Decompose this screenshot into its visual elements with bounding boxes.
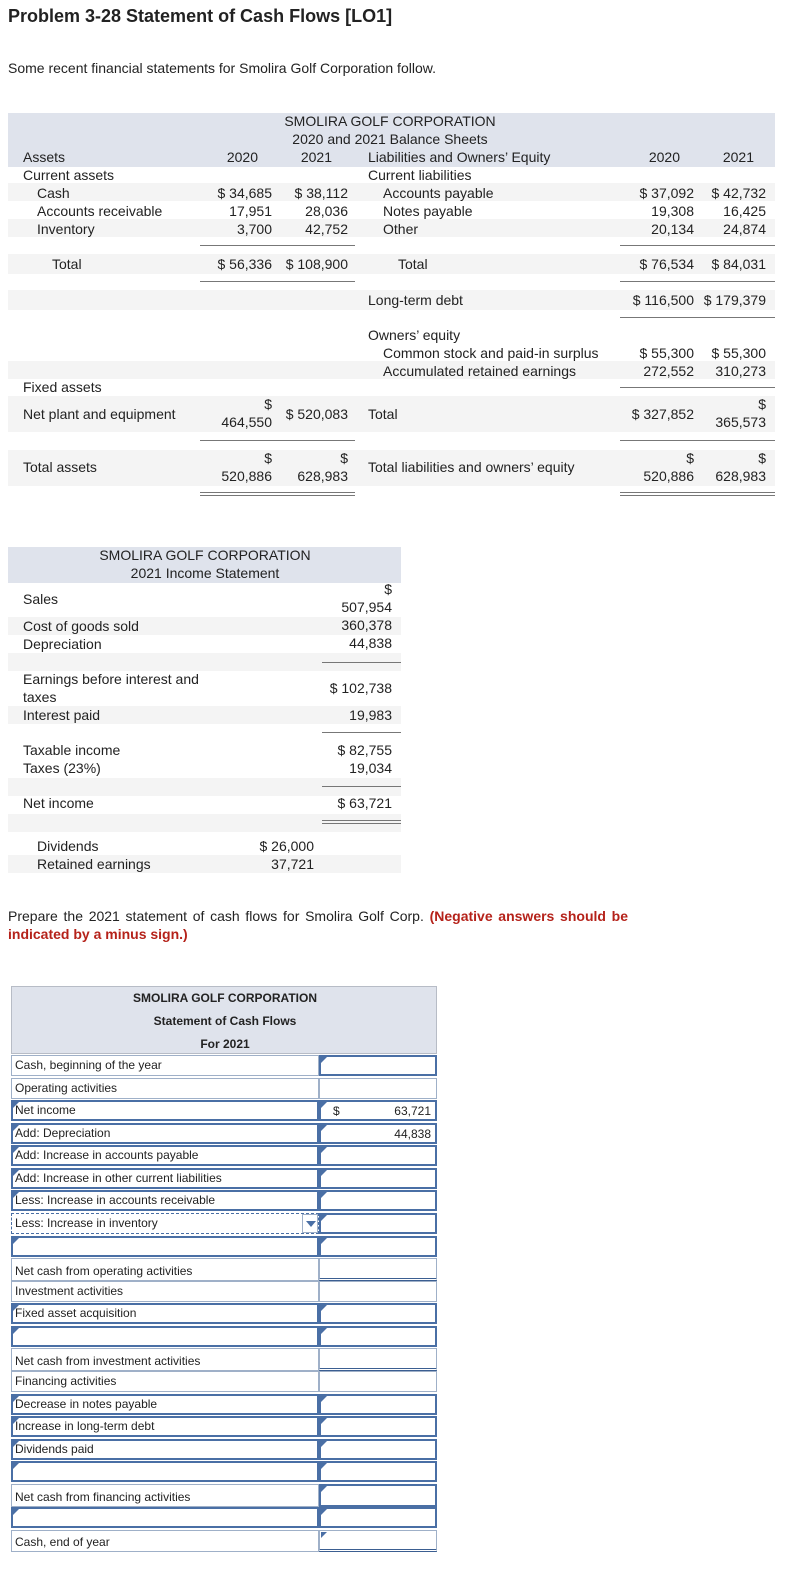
oe-total-2021-symbol: $ (758, 396, 766, 412)
sales-symbol: $ (384, 581, 392, 597)
is-retained-label: Retained earnings (37, 856, 151, 872)
cf-input-less-inventory[interactable] (319, 1213, 437, 1234)
cf-input-financing-blank[interactable] (319, 1461, 437, 1482)
inventory-2020: 3,700 (236, 221, 272, 237)
cf-label-net-income[interactable]: Net income (11, 1100, 319, 1121)
input-flag-icon (321, 1057, 327, 1063)
total-assets-2020: 520,886 (221, 468, 272, 484)
cl-total-2021: $ 84,031 (711, 256, 766, 272)
retained-label: Accumulated retained earnings (383, 363, 577, 379)
dep-label: Depreciation (23, 636, 102, 652)
cf-net-income-symbol: $ (333, 1104, 340, 1118)
chevron-down-icon[interactable] (302, 1214, 318, 1233)
cf-label-increase-ltd[interactable]: Increase in long-term debt (11, 1416, 319, 1437)
total-assets-2021: 628,983 (297, 468, 348, 484)
cf-label-investment-blank[interactable] (11, 1326, 319, 1347)
cf-input-add-depreciation[interactable] (319, 1123, 437, 1144)
np-label: Notes payable (383, 203, 473, 219)
taxable-label: Taxable income (23, 742, 121, 758)
cf-title: Statement of Cash Flows (153, 1014, 297, 1028)
ar-2021: 28,036 (305, 203, 348, 219)
cf-input-decrease-np[interactable] (319, 1394, 437, 1415)
common-2021: $ 55,300 (711, 345, 766, 361)
cf-input-operating-blank[interactable] (319, 1236, 437, 1257)
cf-label-decrease-np[interactable]: Decrease in notes payable (11, 1394, 319, 1415)
ebit-label-1: Earnings before interest and (23, 671, 199, 687)
interest-value: 19,983 (349, 707, 392, 723)
total-le-2020-symbol: $ (686, 450, 694, 466)
input-flag-icon (13, 1102, 19, 1108)
cf-input-dividends-paid[interactable] (319, 1439, 437, 1460)
liab-header: Liabilities and Owners’ Equity (368, 149, 551, 165)
cf-header (11, 986, 437, 1054)
npe-2020: 464,550 (221, 414, 272, 430)
net-income-value: $ 63,721 (337, 795, 392, 811)
np-2020: 19,308 (651, 203, 694, 219)
input-flag-icon (13, 1509, 19, 1515)
cf-input-net-financing[interactable] (319, 1484, 437, 1507)
taxes-value: 19,034 (349, 760, 392, 776)
cf-total-net-operating (319, 1258, 437, 1281)
inventory-2021: 42,752 (305, 221, 348, 237)
retained-2021: 310,273 (715, 363, 766, 379)
input-flag-icon (13, 1441, 19, 1447)
cogs-label: Cost of goods sold (23, 618, 139, 634)
cf-label-investment: Investment activities (11, 1281, 319, 1302)
cf-input-add-ocl[interactable] (319, 1168, 437, 1189)
ltd-label: Long-term debt (368, 292, 463, 308)
cf-label-add-depreciation[interactable]: Add: Depreciation (11, 1123, 319, 1144)
cf-label-operating: Operating activities (11, 1078, 319, 1099)
cf-input-net-income[interactable] (319, 1100, 437, 1121)
input-flag-icon (321, 1192, 327, 1198)
common-label: Common stock and paid-in surplus (383, 345, 599, 361)
dep-value: 44,838 (349, 635, 392, 651)
problem-intro: Some recent financial statements for Smolira Golf Corporation follow. (8, 60, 436, 76)
ar-label: Accounts receivable (37, 203, 163, 219)
cf-input-less-ar[interactable] (319, 1190, 437, 1211)
liab-year-2021: 2021 (722, 149, 754, 165)
input-flag-icon (13, 1463, 19, 1469)
retained-2020: 272,552 (643, 363, 694, 379)
ca-total-2021: $ 108,900 (285, 256, 348, 272)
cf-input-fixed-acquisition[interactable] (319, 1303, 437, 1324)
input-flag-icon (321, 1441, 327, 1447)
ap-2020: $ 37,092 (639, 185, 694, 201)
ca-total-label: Total (52, 256, 82, 272)
input-flag-icon (321, 1509, 327, 1515)
total-le-label: Total liabilities and owners’ equity (368, 459, 575, 475)
assets-year-2020: 2020 (226, 149, 258, 165)
bs-subtitle: 2020 and 2021 Balance Sheets (292, 131, 488, 147)
input-flag-icon (321, 1147, 327, 1153)
cf-label-dividends-paid[interactable]: Dividends paid (11, 1439, 319, 1460)
cf-total-cash-end (319, 1530, 437, 1552)
sales-label: Sales (23, 591, 59, 607)
input-flag-icon (321, 1215, 327, 1221)
ap-2021: $ 42,732 (711, 185, 766, 201)
current-liabilities-label: Current liabilities (368, 167, 472, 183)
other-2020: 20,134 (651, 221, 694, 237)
input-flag-icon (321, 1486, 327, 1492)
npe-label: Net plant and equipment (23, 406, 176, 422)
ebit-label-2: taxes (23, 689, 57, 705)
total-le-2021-symbol: $ (758, 450, 766, 466)
interest-label: Interest paid (23, 707, 101, 723)
input-flag-icon (13, 1396, 19, 1402)
input-flag-icon (321, 1463, 327, 1469)
other-2021: 24,874 (723, 221, 766, 237)
instructions-emphasis: (Negative answers should be indicated by a minus sign.) (8, 908, 628, 942)
oe-total-2021: 365,573 (715, 414, 766, 430)
liab-year-2020: 2020 (648, 149, 680, 165)
dividends-label: Dividends (37, 838, 99, 854)
problem-title: Problem 3-28 Statement of Cash Flows [LO1] (8, 6, 393, 26)
oe-total-2020: $ 327,852 (631, 406, 694, 422)
cogs-value: 360,378 (341, 617, 392, 633)
input-flag-icon (13, 1418, 19, 1424)
cash-2021: $ 38,112 (294, 185, 348, 201)
is-retained-value: 37,721 (271, 856, 314, 872)
cf-label-net-financing: Net cash from financing activities (11, 1484, 319, 1507)
total-assets-2021-symbol: $ (340, 450, 348, 466)
instructions (8, 907, 628, 943)
cl-total-2020: $ 76,534 (639, 256, 694, 272)
is-subtitle: 2021 Income Statement (130, 565, 280, 581)
input-flag-icon (321, 1532, 327, 1538)
net-income-label: Net income (23, 795, 94, 811)
cf-label-less-ar[interactable]: Less: Increase in accounts receivable (11, 1190, 319, 1211)
npe-2020-symbol: $ (264, 396, 272, 412)
input-flag-icon (321, 1102, 327, 1108)
bs-company: SMOLIRA GOLF CORPORATION (284, 113, 496, 129)
cf-blank-financing (319, 1371, 437, 1392)
dividends-value: $ 26,000 (259, 838, 314, 854)
cf-company: SMOLIRA GOLF CORPORATION (133, 991, 317, 1005)
ca-total-2020: $ 56,336 (217, 256, 272, 272)
input-flag-icon (321, 1418, 327, 1424)
input-flag-icon (321, 1305, 327, 1311)
common-2020: $ 55,300 (639, 345, 694, 361)
total-assets-2020-symbol: $ (264, 450, 272, 466)
cf-period: For 2021 (200, 1037, 250, 1051)
input-flag-icon (321, 1328, 327, 1334)
cf-label-add-ap[interactable]: Add: Increase in accounts payable (11, 1145, 319, 1166)
cash-2020: $ 34,685 (217, 185, 272, 201)
np-2021: 16,425 (723, 203, 766, 219)
total-assets-label: Total assets (23, 459, 97, 475)
taxes-label: Taxes (23%) (23, 760, 101, 776)
cf-input-increase-ltd[interactable] (319, 1416, 437, 1437)
cf-input-end-blank[interactable] (319, 1507, 437, 1528)
cash-label: Cash (37, 185, 70, 201)
total-le-2020: 520,886 (643, 468, 694, 484)
ebit-value: $ 102,738 (329, 680, 392, 696)
cl-total-label: Total (398, 256, 428, 272)
taxable-value: $ 82,755 (337, 742, 392, 758)
cf-label-net-investment: Net cash from investment activities (11, 1348, 319, 1371)
total-le-2021: 628,983 (715, 468, 766, 484)
input-flag-icon (13, 1147, 19, 1153)
input-flag-icon (13, 1328, 19, 1334)
cf-label-cash-begin: Cash, beginning of the year (11, 1055, 319, 1076)
ltd-2021: $ 179,379 (703, 292, 766, 308)
assets-header: Assets (23, 149, 66, 165)
ar-2020: 17,951 (229, 203, 272, 219)
ap-label: Accounts payable (383, 185, 494, 201)
cf-input-cash-begin[interactable] (319, 1055, 437, 1076)
cf-input-investment-blank[interactable] (319, 1326, 437, 1347)
input-flag-icon (13, 1305, 19, 1311)
cf-label-end-blank[interactable] (11, 1507, 319, 1528)
cf-blank-operating (319, 1078, 437, 1099)
assets-year-2021: 2021 (300, 149, 332, 165)
cf-label-add-ocl[interactable]: Add: Increase in other current liabilities (11, 1168, 319, 1189)
instructions-text: Prepare the 2021 statement of cash flows for Smolira Golf Corp. (8, 908, 424, 924)
cf-label-net-operating: Net cash from operating activities (11, 1258, 319, 1281)
input-flag-icon (321, 1238, 327, 1244)
other-label: Other (383, 221, 419, 237)
cf-blank-investment (319, 1281, 437, 1302)
cf-input-add-ap[interactable] (319, 1145, 437, 1166)
cf-label-financing-blank[interactable] (11, 1461, 319, 1482)
ltd-2020: $ 116,500 (632, 292, 694, 308)
input-flag-icon (13, 1125, 19, 1131)
fixed-assets-label: Fixed assets (23, 379, 102, 395)
input-flag-icon (13, 1170, 19, 1176)
cf-label-financing: Financing activities (11, 1371, 319, 1392)
cf-label-fixed-acquisition[interactable]: Fixed asset acquisition (11, 1303, 319, 1324)
cf-depreciation-value: 44,838 (394, 1127, 431, 1141)
current-assets-label: Current assets (23, 167, 115, 183)
is-company: SMOLIRA GOLF CORPORATION (99, 547, 311, 563)
inventory-label: Inventory (37, 221, 95, 237)
owners-equity-label: Owners’ equity (368, 327, 461, 343)
input-flag-icon (321, 1170, 327, 1176)
input-flag-icon (13, 1238, 19, 1244)
oe-total-label: Total (368, 406, 398, 422)
input-flag-icon (13, 1192, 19, 1198)
cf-label-operating-blank[interactable] (11, 1236, 319, 1257)
cf-dropdown-less-inventory[interactable]: Less: Increase in inventory (11, 1213, 319, 1234)
npe-2021: $ 520,083 (285, 406, 348, 422)
sales-value: 507,954 (341, 599, 392, 615)
cf-net-income-value: 63,721 (394, 1104, 431, 1118)
input-flag-icon (321, 1396, 327, 1402)
cf-label-cash-end: Cash, end of year (11, 1530, 319, 1552)
input-flag-icon (321, 1125, 327, 1131)
cf-total-net-investment (319, 1348, 437, 1371)
